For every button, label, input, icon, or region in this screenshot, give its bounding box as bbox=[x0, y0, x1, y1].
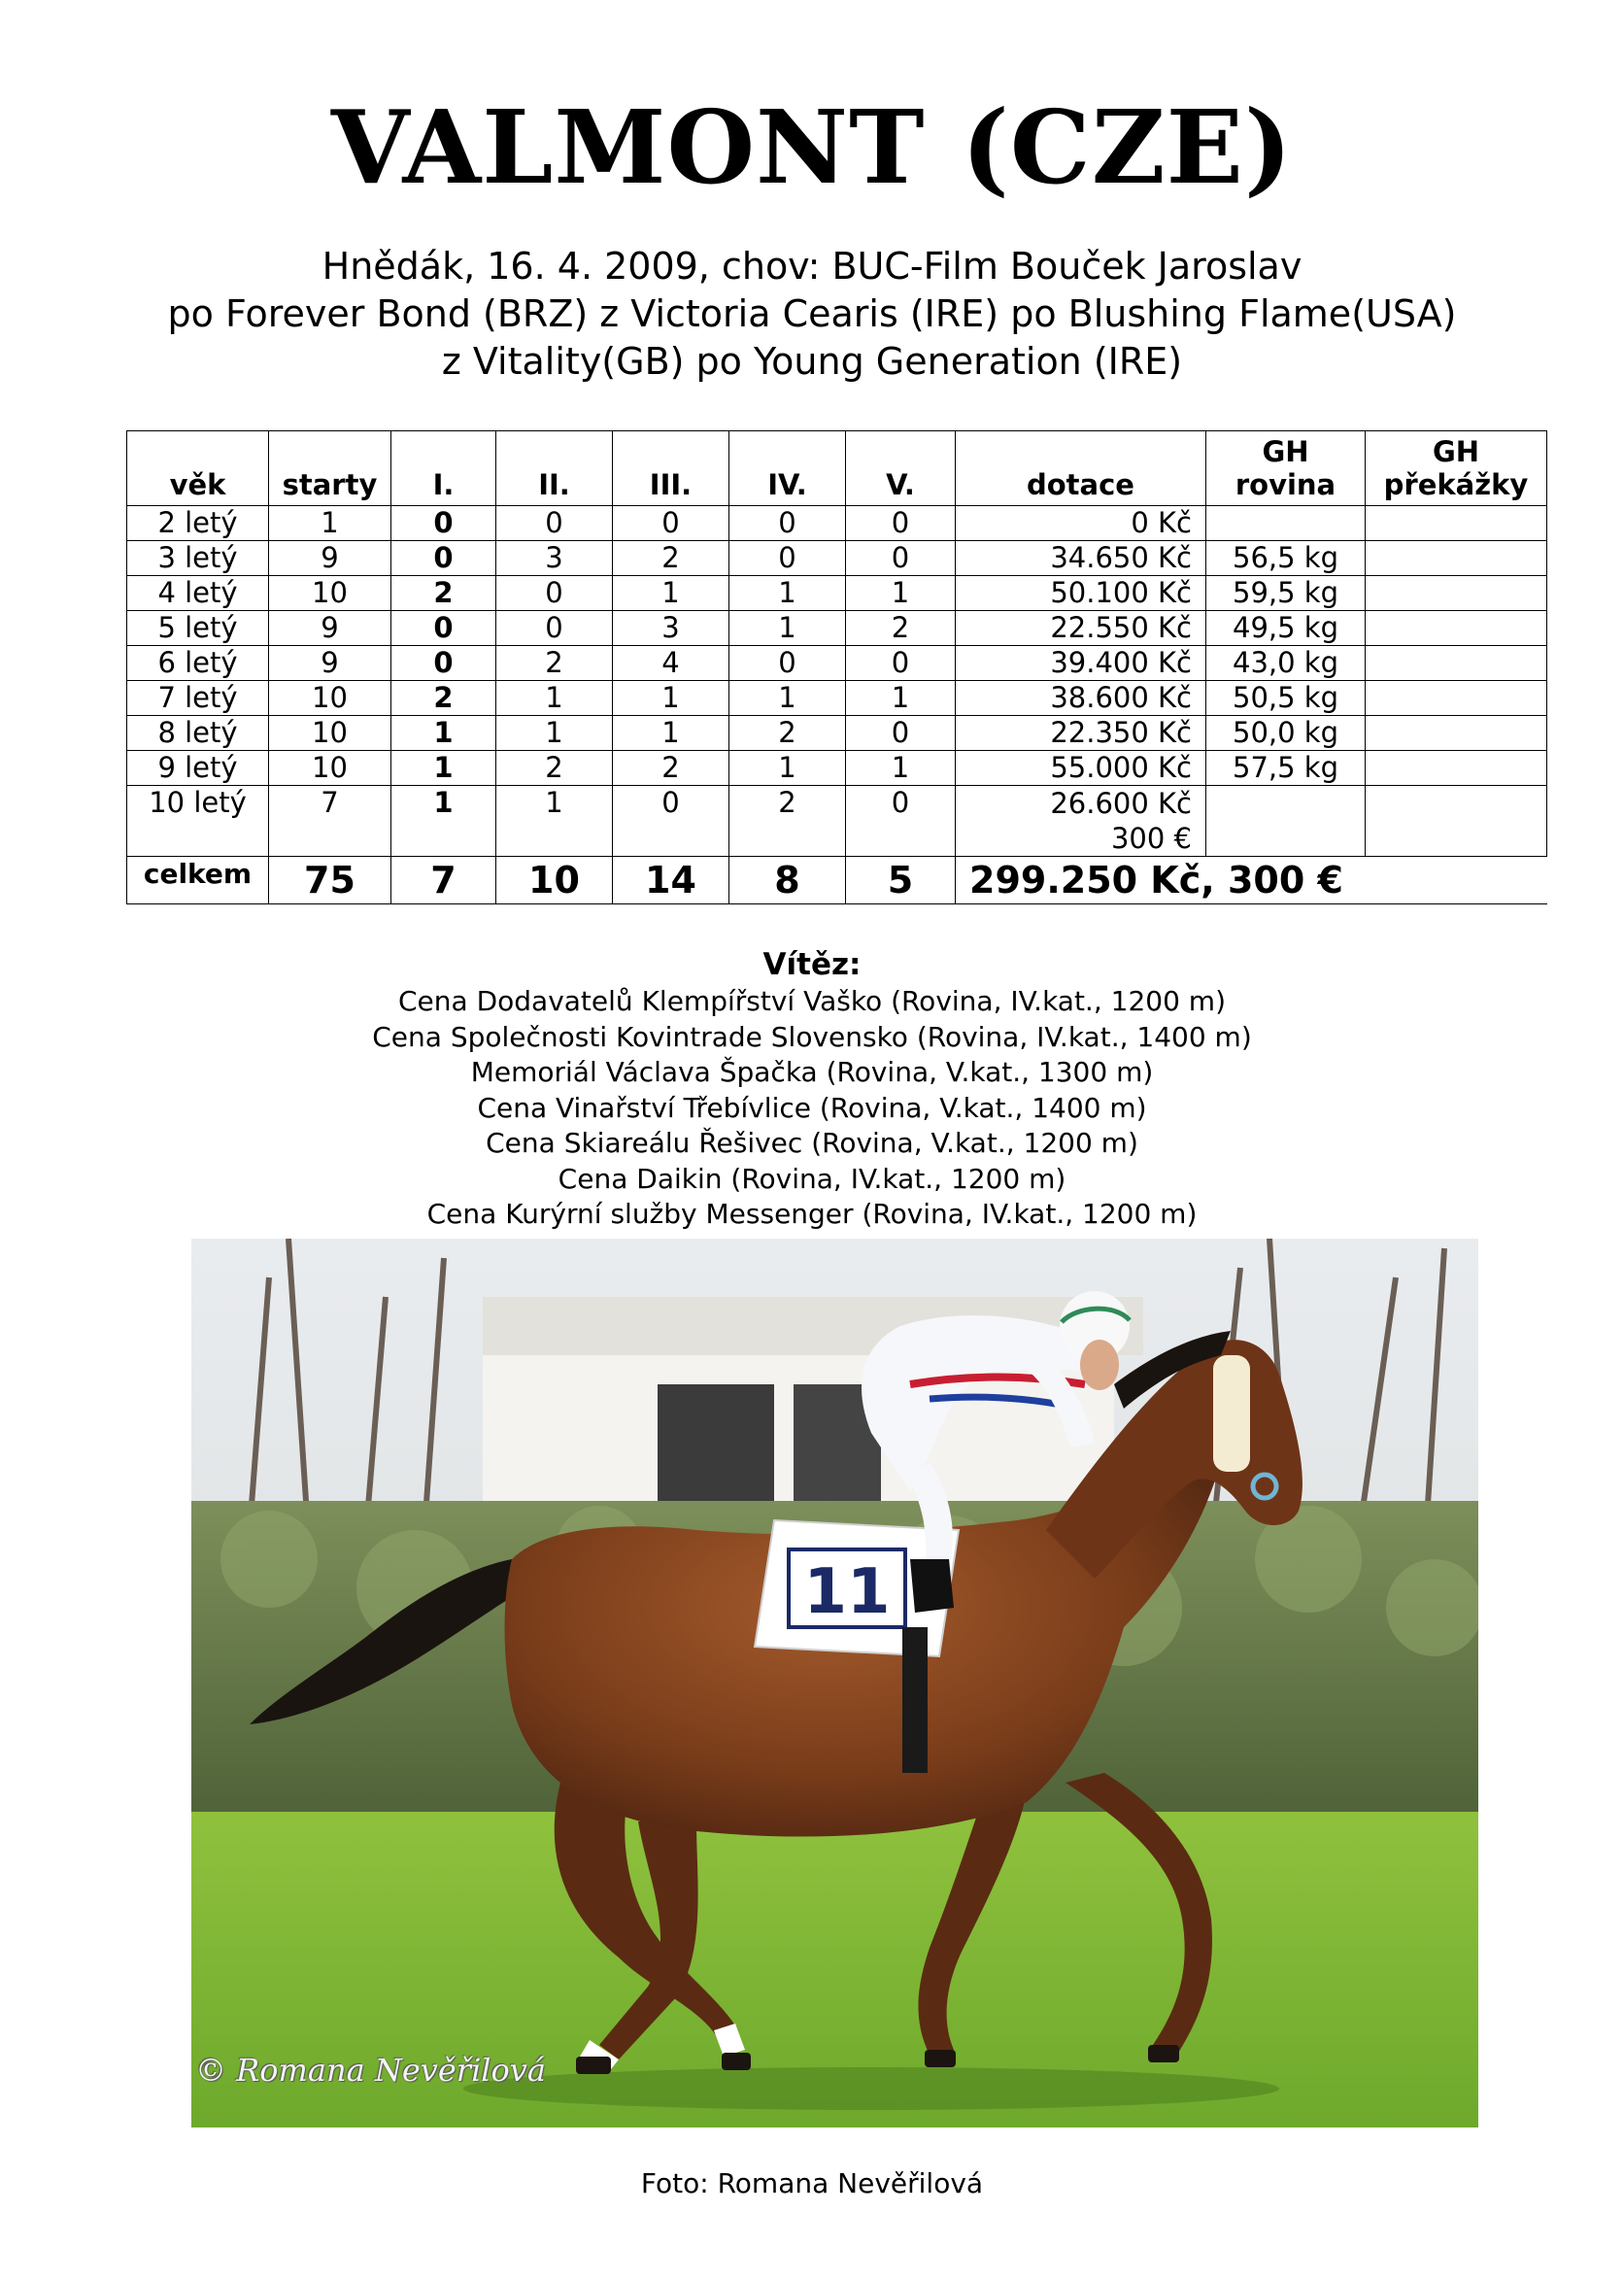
horse-info bbox=[0, 243, 1624, 386]
cell-starts: 7 bbox=[269, 786, 391, 857]
total-fifth: 5 bbox=[846, 857, 956, 904]
cell-age: 9 letý bbox=[127, 751, 269, 786]
total-second: 10 bbox=[496, 857, 613, 904]
total-prize-money: 299.250 Kč, 300 € bbox=[956, 857, 1547, 904]
cell-starts: 9 bbox=[269, 646, 391, 681]
cell-gh-jump bbox=[1366, 576, 1547, 611]
cell-money-eur: 300 € bbox=[1110, 822, 1192, 855]
table-row bbox=[127, 751, 1547, 786]
cell-gh-jump bbox=[1366, 506, 1547, 541]
cell-age: 8 letý bbox=[127, 716, 269, 751]
total-first: 7 bbox=[391, 857, 496, 904]
info-line-1: Hnědák, 16. 4. 2009, chov: BUC-Film Bouček Jaroslav bbox=[321, 245, 1303, 288]
winner-race-item: Cena Dodavatelů Klempířství Vaško (Rovina, IV.kat., 1200 m) bbox=[398, 985, 1226, 1017]
cell-age: 10 letý bbox=[127, 786, 269, 857]
total-starts: 75 bbox=[269, 857, 391, 904]
cell-fourth: 1 bbox=[729, 681, 846, 716]
cell-second: 3 bbox=[496, 541, 613, 576]
cell-first: 0 bbox=[391, 646, 496, 681]
cell-gh-flat: 56,5 kg bbox=[1206, 541, 1366, 576]
table-row bbox=[127, 716, 1547, 751]
cell-age: 5 letý bbox=[127, 611, 269, 646]
cell-starts: 10 bbox=[269, 681, 391, 716]
total-third: 14 bbox=[613, 857, 729, 904]
cell-second: 2 bbox=[496, 646, 613, 681]
header-age: věk bbox=[127, 431, 269, 506]
table-row bbox=[127, 681, 1547, 716]
cell-fourth: 0 bbox=[729, 646, 846, 681]
cell-starts: 1 bbox=[269, 506, 391, 541]
cell-first: 0 bbox=[391, 506, 496, 541]
cell-gh-flat bbox=[1206, 786, 1366, 857]
winner-race-item: Cena Kurýrní služby Messenger (Rovina, IV.kat., 1200 m) bbox=[426, 1198, 1198, 1230]
cell-third: 1 bbox=[613, 716, 729, 751]
cell-gh-jump bbox=[1366, 786, 1547, 857]
info-line-3: z Vitality(GB) po Young Generation (IRE) bbox=[441, 340, 1183, 383]
header-fifth: V. bbox=[846, 431, 956, 506]
winner-race-list bbox=[0, 984, 1624, 1233]
winner-race-item: Cena Skiareálu Řešivec (Rovina, V.kat., 1200 m) bbox=[486, 1127, 1138, 1159]
table-row-10-year bbox=[127, 786, 1547, 857]
table-total-row bbox=[127, 857, 1547, 904]
cell-fifth: 1 bbox=[846, 751, 956, 786]
cell-starts: 10 bbox=[269, 751, 391, 786]
cell-fifth: 2 bbox=[846, 611, 956, 646]
cell-fourth: 2 bbox=[729, 716, 846, 751]
cell-fifth: 0 bbox=[846, 646, 956, 681]
cell-third: 4 bbox=[613, 646, 729, 681]
winner-heading: Vítěz: bbox=[762, 947, 862, 982]
cell-age: 6 letý bbox=[127, 646, 269, 681]
cell-prize-money: 50.100 Kč bbox=[956, 576, 1206, 611]
photo-watermark: © Romana Nevěřilová bbox=[195, 2052, 546, 2089]
cell-gh-flat: 57,5 kg bbox=[1206, 751, 1366, 786]
cell-third: 1 bbox=[613, 576, 729, 611]
header-fourth: IV. bbox=[729, 431, 846, 506]
cell-fourth: 1 bbox=[729, 751, 846, 786]
cell-gh-jump bbox=[1366, 681, 1547, 716]
cell-second: 0 bbox=[496, 576, 613, 611]
header-starts: starty bbox=[269, 431, 391, 506]
winner-race-item: Cena Vinařství Třebívlice (Rovina, V.kat., 1400 m) bbox=[477, 1091, 1147, 1124]
horse-photo-illustration bbox=[191, 1239, 1478, 2127]
cell-third: 2 bbox=[613, 541, 729, 576]
cell-third: 0 bbox=[613, 786, 729, 857]
cell-age: 3 letý bbox=[127, 541, 269, 576]
horse-name-title: VALMONT (CZE) bbox=[330, 87, 1294, 207]
cell-starts: 9 bbox=[269, 611, 391, 646]
cell-fifth: 0 bbox=[846, 786, 956, 857]
table-row bbox=[127, 506, 1547, 541]
winner-race-item: Cena Společnosti Kovintrade Slovensko (Rovina, IV.kat., 1400 m) bbox=[372, 1020, 1252, 1053]
cell-gh-flat: 50,5 kg bbox=[1206, 681, 1366, 716]
cell-third: 1 bbox=[613, 681, 729, 716]
cell-gh-jump bbox=[1366, 541, 1547, 576]
cell-fourth: 0 bbox=[729, 541, 846, 576]
cell-third: 2 bbox=[613, 751, 729, 786]
cell-fifth: 1 bbox=[846, 576, 956, 611]
header-prize-money: dotace bbox=[956, 431, 1206, 506]
cell-prize-money: 22.550 Kč bbox=[956, 611, 1206, 646]
saddle-number: 11 bbox=[803, 1556, 891, 1628]
cell-fourth: 0 bbox=[729, 506, 846, 541]
cell-age: 7 letý bbox=[127, 681, 269, 716]
cell-gh-jump bbox=[1366, 751, 1547, 786]
total-label: celkem bbox=[127, 857, 269, 904]
cell-prize-money: 0 Kč bbox=[956, 506, 1206, 541]
cell-gh-flat bbox=[1206, 506, 1366, 541]
cell-second: 1 bbox=[496, 716, 613, 751]
table-row bbox=[127, 646, 1547, 681]
info-line-2: po Forever Bond (BRZ) z Victoria Cearis (IRE) po Blushing Flame(USA) bbox=[167, 292, 1457, 335]
cell-starts: 10 bbox=[269, 576, 391, 611]
cell-first: 1 bbox=[391, 751, 496, 786]
cell-first: 2 bbox=[391, 681, 496, 716]
cell-age: 2 letý bbox=[127, 506, 269, 541]
cell-first: 0 bbox=[391, 541, 496, 576]
cell-gh-flat: 43,0 kg bbox=[1206, 646, 1366, 681]
cell-prize-money: 22.350 Kč bbox=[956, 716, 1206, 751]
cell-gh-flat: 49,5 kg bbox=[1206, 611, 1366, 646]
cell-prize-money: 38.600 Kč bbox=[956, 681, 1206, 716]
cell-age: 4 letý bbox=[127, 576, 269, 611]
cell-fifth: 0 bbox=[846, 541, 956, 576]
cell-fourth: 1 bbox=[729, 611, 846, 646]
header-gh-jump: GH překážky bbox=[1366, 431, 1547, 506]
cell-first: 1 bbox=[391, 786, 496, 857]
cell-fourth: 1 bbox=[729, 576, 846, 611]
cell-starts: 9 bbox=[269, 541, 391, 576]
table-row bbox=[127, 611, 1547, 646]
winner-race-item: Cena Daikin (Rovina, IV.kat., 1200 m) bbox=[558, 1162, 1066, 1195]
cell-money-kc: 26.600 Kč bbox=[1050, 787, 1192, 820]
cell-second: 1 bbox=[496, 681, 613, 716]
cell-gh-flat: 59,5 kg bbox=[1206, 576, 1366, 611]
cell-first: 1 bbox=[391, 716, 496, 751]
cell-first: 2 bbox=[391, 576, 496, 611]
cell-prize-money bbox=[956, 786, 1206, 857]
cell-third: 3 bbox=[613, 611, 729, 646]
cell-first: 0 bbox=[391, 611, 496, 646]
header-gh-flat: GH rovina bbox=[1206, 431, 1366, 506]
winner-race-item: Memoriál Václava Špačka (Rovina, V.kat., 1300 m) bbox=[470, 1056, 1154, 1088]
cell-second: 1 bbox=[496, 786, 613, 857]
table-row bbox=[127, 576, 1547, 611]
cell-fifth: 0 bbox=[846, 716, 956, 751]
cell-prize-money: 34.650 Kč bbox=[956, 541, 1206, 576]
cell-fourth: 2 bbox=[729, 786, 846, 857]
cell-prize-money: 39.400 Kč bbox=[956, 646, 1206, 681]
header-third: III. bbox=[613, 431, 729, 506]
cell-prize-money: 55.000 Kč bbox=[956, 751, 1206, 786]
race-statistics-table bbox=[126, 430, 1547, 904]
total-fourth: 8 bbox=[729, 857, 846, 904]
cell-fifth: 1 bbox=[846, 681, 956, 716]
photo-caption: Foto: Romana Nevěřilová bbox=[640, 2167, 984, 2199]
horse-photo bbox=[191, 1239, 1478, 2127]
header-second: II. bbox=[496, 431, 613, 506]
cell-gh-jump bbox=[1366, 646, 1547, 681]
cell-gh-jump bbox=[1366, 716, 1547, 751]
table-row bbox=[127, 541, 1547, 576]
cell-fifth: 0 bbox=[846, 506, 956, 541]
table-header-row bbox=[127, 431, 1547, 506]
cell-second: 2 bbox=[496, 751, 613, 786]
cell-second: 0 bbox=[496, 506, 613, 541]
cell-starts: 10 bbox=[269, 716, 391, 751]
cell-gh-flat: 50,0 kg bbox=[1206, 716, 1366, 751]
cell-gh-jump bbox=[1366, 611, 1547, 646]
cell-third: 0 bbox=[613, 506, 729, 541]
header-first: I. bbox=[391, 431, 496, 506]
cell-second: 0 bbox=[496, 611, 613, 646]
